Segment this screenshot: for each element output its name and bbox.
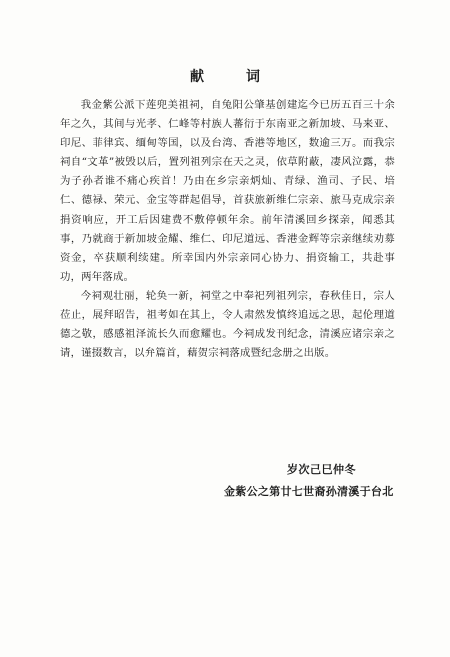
document-body — [60, 96, 395, 363]
signature-date: 岁次己巳仲冬 — [287, 463, 356, 476]
document-title: 献词 — [190, 69, 302, 85]
signature-author: 金紫公之第廿七世裔孙清溪于台北 — [224, 485, 394, 498]
paragraph-2: 今祠观壮丽，轮奂一新，祠堂之中奉祀列祖列宗，春秋佳日，宗人莅止，展拜昭告，祖考如在其上，令人肃然发慎终追远之思，起伦理道德之敬，感感祖泽流长久而愈耀也。今祠成发刊纪念，清溪应诸宗亲之请，谨掇数言，以弁篇首，藉贺宗祠落成暨纪念册之出版。 — [60, 289, 395, 360]
paragraph-1: 我金紫公派下莲兜美祖祠，自兔阳公肇基创建迄今已历五百三十余年之久，其间与光孝、仁峰等村族人蕃衍于东南亚之新加坡、马来亚、印尼、菲律宾、缅甸等国，以及台湾、香港等地区，数逾三万。而我宗祠自“文革”被毁以后，置列祖列宗在天之灵，依草附蔽，凄风泣露，恭为子孙者谁不痛心疾首！乃由在乡宗亲炳灿、青绿、渔司、子民、培仁、德禄、荣元、金宝等群起倡导，首获旅新维仁宗亲、旅马克成宗亲捐资响应，开工后因建费不敷停顿年余。前年清溪回乡探亲，闻悉其事，乃就商于新加坡金耀、维仁、印尼道远、香港金辉等宗亲继续劝募资金，卒获顺利续建。所幸国内外宗亲同心协力、捐资输工，共赴事功，两年落成。 — [60, 99, 395, 283]
